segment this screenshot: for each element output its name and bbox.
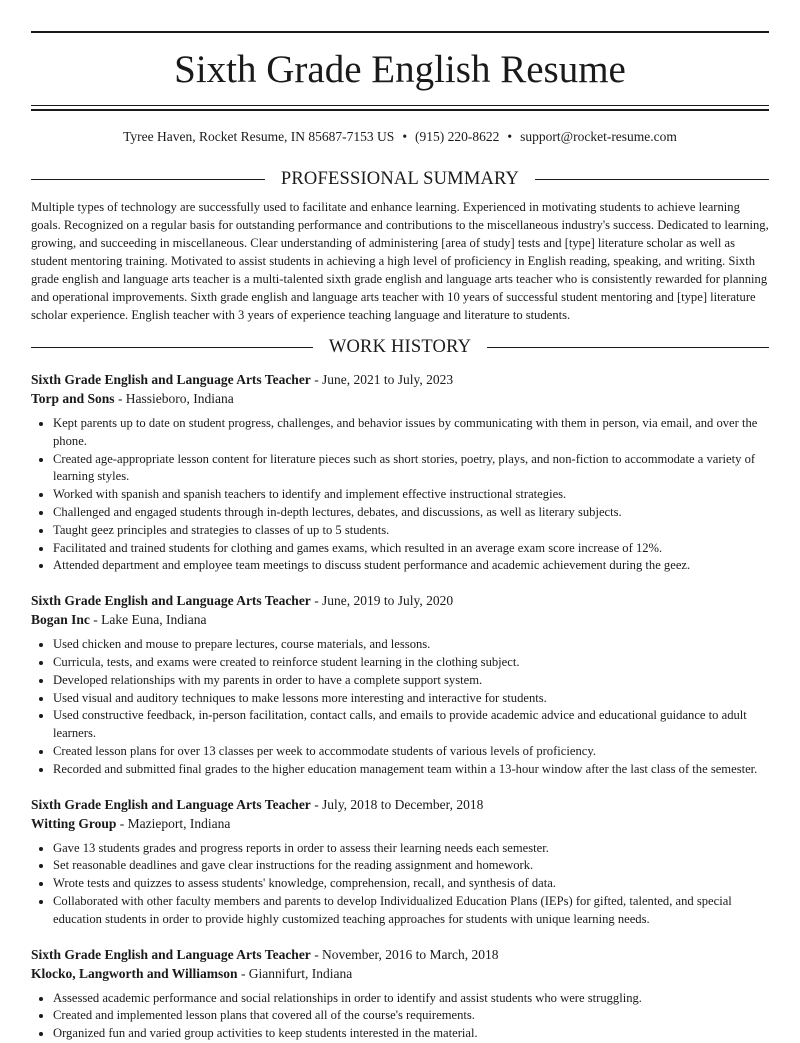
heading-rule-right — [487, 347, 769, 348]
job-title-line — [31, 591, 769, 610]
job-title: Sixth Grade English and Language Arts Teacher — [31, 946, 311, 962]
list-item: • Curricula, tests, and exams were created to reinforce student learning in the clothing subject. — [53, 654, 769, 672]
heading-rule-right — [535, 179, 769, 180]
job-bullets — [31, 636, 769, 778]
job-company: Klocko, Langworth and Williamson — [31, 965, 238, 981]
job-location: - Lake Euna, Indiana — [89, 612, 207, 628]
list-item: • Used constructive feedback, in-person facilitation, contact calls, and emails to provide academic advice and educational guidance to adult learners. — [53, 707, 769, 743]
contact-line — [31, 128, 769, 146]
job-company-line — [31, 389, 769, 408]
contact-separator: • — [402, 129, 408, 144]
section-heading-label: PROFESSIONAL SUMMARY — [280, 169, 520, 189]
list-item: • Developed relationships with my parents in order to have a complete support system. — [53, 672, 769, 690]
contact-phone: (915) 220-8622 — [415, 129, 500, 144]
job-company-line — [31, 814, 769, 833]
professional-summary-section — [31, 168, 769, 324]
list-item: • Set reasonable deadlines and gave clear instructions for the reading assignment and homework. — [53, 857, 769, 875]
job-location: - Mazieport, Indiana — [116, 815, 231, 831]
summary-paragraph: Multiple types of technology are successfully used to facilitate and enhance learning. Experienced in motivating students to achieve learning goals. Recognized on a regular basis for outstanding performance and contributions to the miscellaneous industry's success. Dedicated to learning, growing, and succeeding in miscellaneous. Clear understanding of administering [area of study] tests and [type] literature scholar as well as student mentoring training. Motivated to assist students in achieving a high level of proficiency in English reading, speaking, and writing. Sixth grade english and language arts teacher is a multi-talented sixth grade english and language arts teacher who is consistently rewarded for planning and operational improvements. Sixth grade english and language arts teacher with 10 years of successful student mentoring and [type] literature scholar experience. English teacher with 3 years of experience teaching language and literature to students. — [31, 200, 769, 322]
list-item: • Taught geez principles and strategies to classes of up to 5 students. — [53, 522, 769, 540]
list-item: • Challenged and engaged students through in-depth lectures, debates, and discussions, as well as literary subjects. — [53, 504, 769, 522]
list-item: • Recorded and submitted final grades to the higher education management team within a 13-hour window after the last class of the semester. — [53, 761, 769, 779]
job-bullets — [31, 415, 769, 575]
title-double-rule — [31, 105, 769, 111]
resume-page — [31, 0, 769, 1043]
job-dates: - June, 2021 to July, 2023 — [310, 372, 454, 387]
job-company: Witting Group — [31, 815, 117, 831]
job-dates: - June, 2019 to July, 2020 — [310, 593, 454, 609]
page-title: Sixth Grade English Resume — [174, 48, 626, 91]
list-item: • Worked with spanish and spanish teachers to identify and implement effective instructional strategies. — [53, 486, 769, 504]
job-entry — [31, 795, 769, 929]
contact-email: support@rocket-resume.com — [520, 129, 677, 144]
job-list — [31, 370, 769, 1043]
job-entry — [31, 370, 769, 575]
list-item: • Created lesson plans for over 13 classes per week to accommodate students of various levels of proficiency. — [53, 743, 769, 761]
list-item: • Used visual and auditory techniques to make lessons more interesting and interactive for students. — [53, 690, 769, 708]
heading-rule-left — [31, 179, 265, 180]
list-item: • Kept parents up to date on student progress, challenges, and behavior issues by communicating with them in person, via email, and over the phone. — [53, 415, 769, 451]
job-company: Torp and Sons — [31, 391, 115, 406]
job-title: Sixth Grade English and Language Arts Teacher — [31, 796, 311, 812]
section-heading — [31, 336, 769, 358]
section-heading-label: WORK HISTORY — [328, 337, 472, 357]
job-location: - Hassieboro, Indiana — [114, 391, 234, 406]
job-entry — [31, 945, 769, 1043]
list-item: • Collaborated with other faculty members and parents to develop Individualized Education Plans (IEPs) for gifted, talented, and special education students in order to provide highly customized teaching approaches for students with unique learning needs. — [53, 893, 769, 929]
list-item: • Organized fun and varied group activities to keep students interested in the material. — [53, 1025, 769, 1043]
list-item: • Assessed academic performance and social relationships in order to identify and assist students who were struggling. — [53, 990, 769, 1008]
list-item: • Created age-appropriate lesson content for literature pieces such as short stories, poetry, plays, and non-fiction to accommodate a variety of learning styles. — [53, 451, 769, 487]
list-item: • Used chicken and mouse to prepare lectures, course materials, and lessons. — [53, 636, 769, 654]
contact-separator: • — [507, 129, 513, 144]
job-company: Bogan Inc — [31, 612, 90, 628]
list-item: • Facilitated and trained students for clothing and games exams, which resulted in an average exam score increase of 12%. — [53, 540, 769, 558]
list-item: • Attended department and employee team meetings to discuss student performance and academic achievement during the geez. — [53, 557, 769, 575]
job-location: - Giannifurt, Indiana — [237, 965, 353, 981]
work-history-section — [31, 336, 769, 1043]
list-item: • Gave 13 students grades and progress reports in order to assess their learning needs each semester. — [53, 840, 769, 858]
section-heading — [31, 168, 769, 190]
top-rule — [31, 31, 769, 33]
job-company-line — [31, 610, 769, 629]
job-title-line — [31, 945, 769, 964]
list-item: • Created and implemented lesson plans that covered all of the course's requirements. — [53, 1007, 769, 1025]
job-entry — [31, 591, 769, 778]
job-title-line — [31, 370, 769, 389]
job-title-line — [31, 795, 769, 814]
job-company-line — [31, 964, 769, 983]
job-title: Sixth Grade English and Language Arts Teacher — [31, 372, 311, 387]
job-dates: - November, 2016 to March, 2018 — [310, 946, 499, 962]
contact-address: Tyree Haven, Rocket Resume, IN 85687-7153 US — [123, 129, 395, 144]
job-dates: - July, 2018 to December, 2018 — [310, 796, 484, 812]
job-bullets — [31, 840, 769, 929]
job-title: Sixth Grade English and Language Arts Teacher — [31, 593, 311, 609]
heading-rule-left — [31, 347, 313, 348]
list-item: • Wrote tests and quizzes to assess students' knowledge, comprehension, recall, and synthesis of data. — [53, 875, 769, 893]
